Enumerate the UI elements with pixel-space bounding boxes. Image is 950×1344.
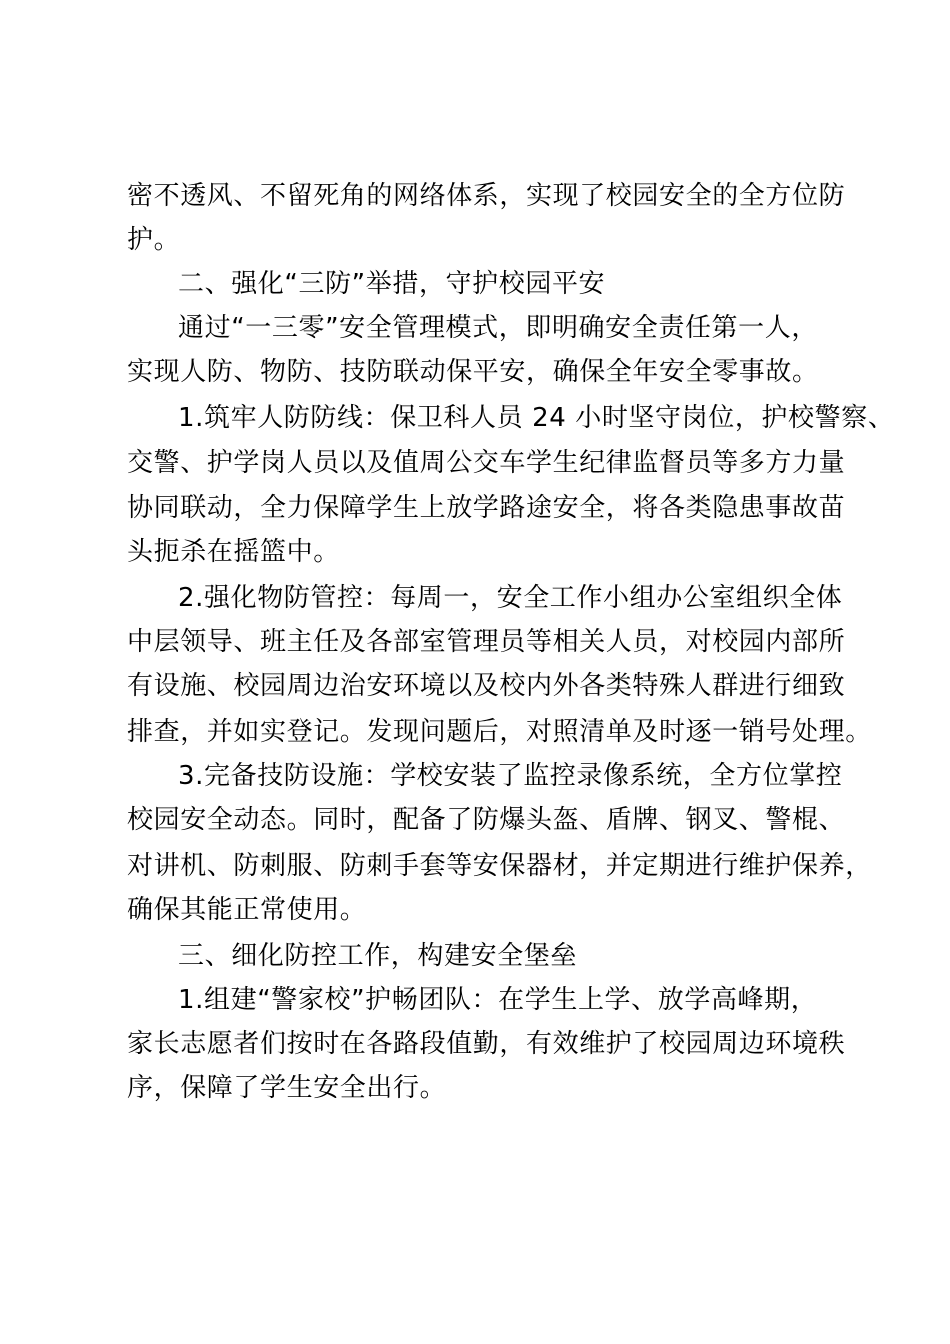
paragraph-line: 通过“一三零”安全管理模式，即明确安全责任第一人， xyxy=(178,313,818,343)
paragraph-line: 家长志愿者们按时在各路段值勤，有效维护了校园周边环境秩 xyxy=(127,1029,846,1059)
section-heading-2: 二、强化“三防”举措，守护校园平安 xyxy=(178,269,606,299)
paragraph-line: 密不透风、不留死角的网络体系，实现了校园安全的全方位防 xyxy=(127,181,846,211)
paragraph-line: 1.筑牢人防防线：保卫科人员 24 小时坚守岗位，护校警察、 xyxy=(178,403,895,433)
paragraph-line: 头扼杀在摇篮中。 xyxy=(127,537,340,567)
paragraph-line: 序，保障了学生安全出行。 xyxy=(127,1073,447,1103)
paragraph-line: 校园安全动态。同时，配备了防爆头盔、盾牌、钢叉、警棍、 xyxy=(127,805,846,835)
section-heading-3: 三、细化防控工作，构建安全堡垒 xyxy=(178,941,578,971)
paragraph-line: 协同联动，全力保障学生上放学路途安全，将各类隐患事故苗 xyxy=(127,493,846,523)
paragraph-line: 中层领导、班主任及各部室管理员等相关人员，对校园内部所 xyxy=(127,627,846,657)
paragraph-line: 对讲机、防刺服、防刺手套等安保器材，并定期进行维护保养， xyxy=(127,851,872,881)
paragraph-line: 护。 xyxy=(127,225,181,255)
paragraph-line: 交警、护学岗人员以及值周公交车学生纪律监督员等多方力量 xyxy=(127,448,846,478)
paragraph-line: 排查，并如实登记。发现问题后，对照清单及时逐一销号处理。 xyxy=(127,717,872,747)
paragraph-line: 1.组建“警家校”护畅团队：在学生上学、放学高峰期， xyxy=(178,985,818,1015)
paragraph-line: 确保其能正常使用。 xyxy=(127,895,367,925)
paragraph-line: 有设施、校园周边治安环境以及校内外各类特殊人群进行细致 xyxy=(127,671,846,701)
paragraph-line: 2.强化物防管控：每周一，安全工作小组办公室组织全体 xyxy=(178,583,843,613)
paragraph-line: 3.完备技防设施：学校安装了监控录像系统，全方位掌控 xyxy=(178,761,843,791)
paragraph-line: 实现人防、物防、技防联动保平安，确保全年安全零事故。 xyxy=(127,357,819,387)
